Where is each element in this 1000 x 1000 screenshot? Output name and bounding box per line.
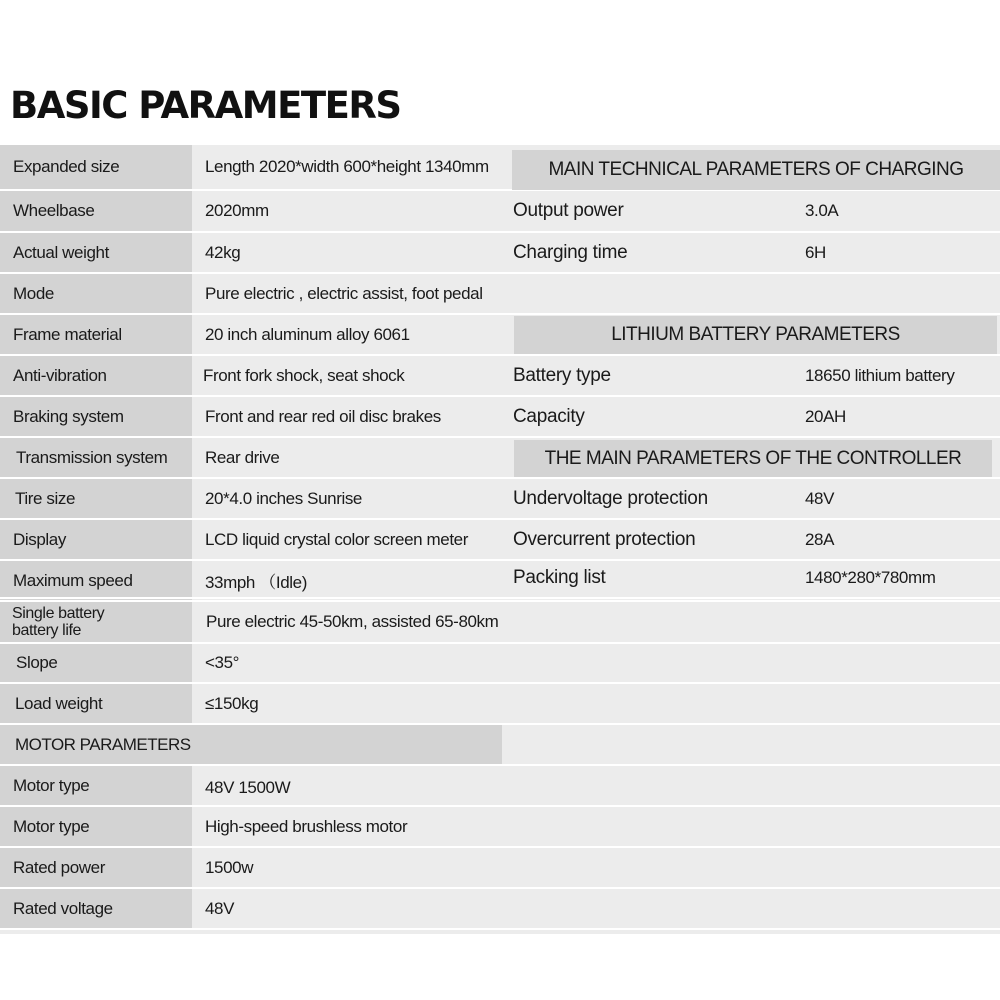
table-row [0, 602, 1000, 644]
row-value: Length 2020*width 600*height 1340mm [205, 157, 489, 176]
table-row [0, 274, 1000, 315]
row-label: Capacity [513, 405, 585, 427]
row-label: Rated power [0, 848, 192, 887]
row-value: <35° [205, 653, 240, 672]
row-label: Motor type [0, 807, 192, 846]
row-label: Battery type [513, 364, 611, 386]
table-row [0, 848, 1000, 889]
row-label: Packing list [513, 566, 606, 588]
table-row [0, 684, 1000, 725]
row-label: Expanded size [0, 145, 192, 189]
row-label: Maximum speed [0, 561, 192, 600]
row-value: ≤150kg [205, 693, 259, 713]
row-label: Wheelbase [0, 191, 192, 231]
row-value: 42kg [205, 242, 241, 262]
row-value: Front fork shock, seat shock [203, 365, 405, 385]
row-value: 48V [805, 488, 835, 508]
row-label: Anti-vibration [0, 356, 192, 395]
row-value: 20*4.0 inches Sunrise [205, 488, 362, 508]
table-row [0, 766, 1000, 807]
row-label: Output power [513, 200, 624, 221]
row-value: Pure electric 45-50km, assisted 65-80km [206, 612, 499, 631]
page-title: BASIC PARAMETERS [10, 84, 401, 127]
controller-row [0, 558, 1000, 599]
row-value: High-speed brushless motor [205, 816, 408, 836]
row-value: 33mph （Idle) [205, 573, 307, 592]
row-value: 48V 1500W [205, 777, 291, 797]
row-label: Rated voltage [0, 889, 192, 928]
row-label: Display [0, 520, 192, 559]
table-row [0, 807, 1000, 848]
controller-parameters-header: THE MAIN PARAMETERS OF THE CONTROLLER [514, 440, 992, 477]
row-label: Actual weight [0, 233, 192, 272]
row-value: 2020mm [205, 201, 269, 220]
table-row [0, 889, 1000, 930]
motor-section-row [0, 725, 1000, 766]
row-label: Transmission system [0, 438, 192, 477]
row-label-line: Single battery [12, 605, 105, 622]
controller-row [0, 479, 1000, 520]
row-value: 1500w [205, 857, 254, 877]
controller-row [0, 520, 1000, 561]
battery-row [0, 356, 1000, 397]
row-value: Front and rear red oil disc brakes [205, 406, 441, 426]
row-label: Frame material [0, 315, 192, 354]
row-value: 1480*280*780mm [805, 567, 936, 587]
charging-row [0, 191, 1000, 233]
row-label: Charging time [513, 241, 628, 263]
row-value: 28A [805, 529, 835, 549]
row-label: Overcurrent protection [513, 528, 696, 550]
table-row [0, 644, 1000, 684]
row-value: Pure electric , electric assist, foot pedal [205, 283, 483, 303]
row-label [0, 602, 192, 642]
row-value: 3.0A [805, 201, 839, 220]
charging-row [0, 233, 1000, 274]
row-label: Undervoltage protection [513, 487, 708, 509]
row-label: Braking system [0, 397, 192, 436]
row-value: 20 inch aluminum alloy 6061 [205, 324, 410, 344]
row-label: Mode [0, 274, 192, 313]
row-label: Motor type [0, 766, 192, 805]
row-value: 18650 lithium battery [805, 365, 955, 385]
row-label: Slope [0, 644, 192, 682]
battery-parameters-header: LITHIUM BATTERY PARAMETERS [514, 316, 997, 354]
row-value: Rear drive [205, 447, 280, 467]
row-value: 20AH [805, 406, 846, 426]
motor-parameters-header: MOTOR PARAMETERS [0, 725, 502, 764]
row-value: 6H [805, 242, 826, 262]
row-value: 48V [205, 898, 235, 918]
row-label-line: battery life [12, 622, 82, 639]
row-label: Tire size [0, 479, 192, 518]
row-label: Load weight [0, 684, 192, 723]
battery-row [0, 397, 1000, 438]
row-value: LCD liquid crystal color screen meter [205, 529, 468, 549]
charging-parameters-header: MAIN TECHNICAL PARAMETERS OF CHARGING [512, 150, 1000, 190]
